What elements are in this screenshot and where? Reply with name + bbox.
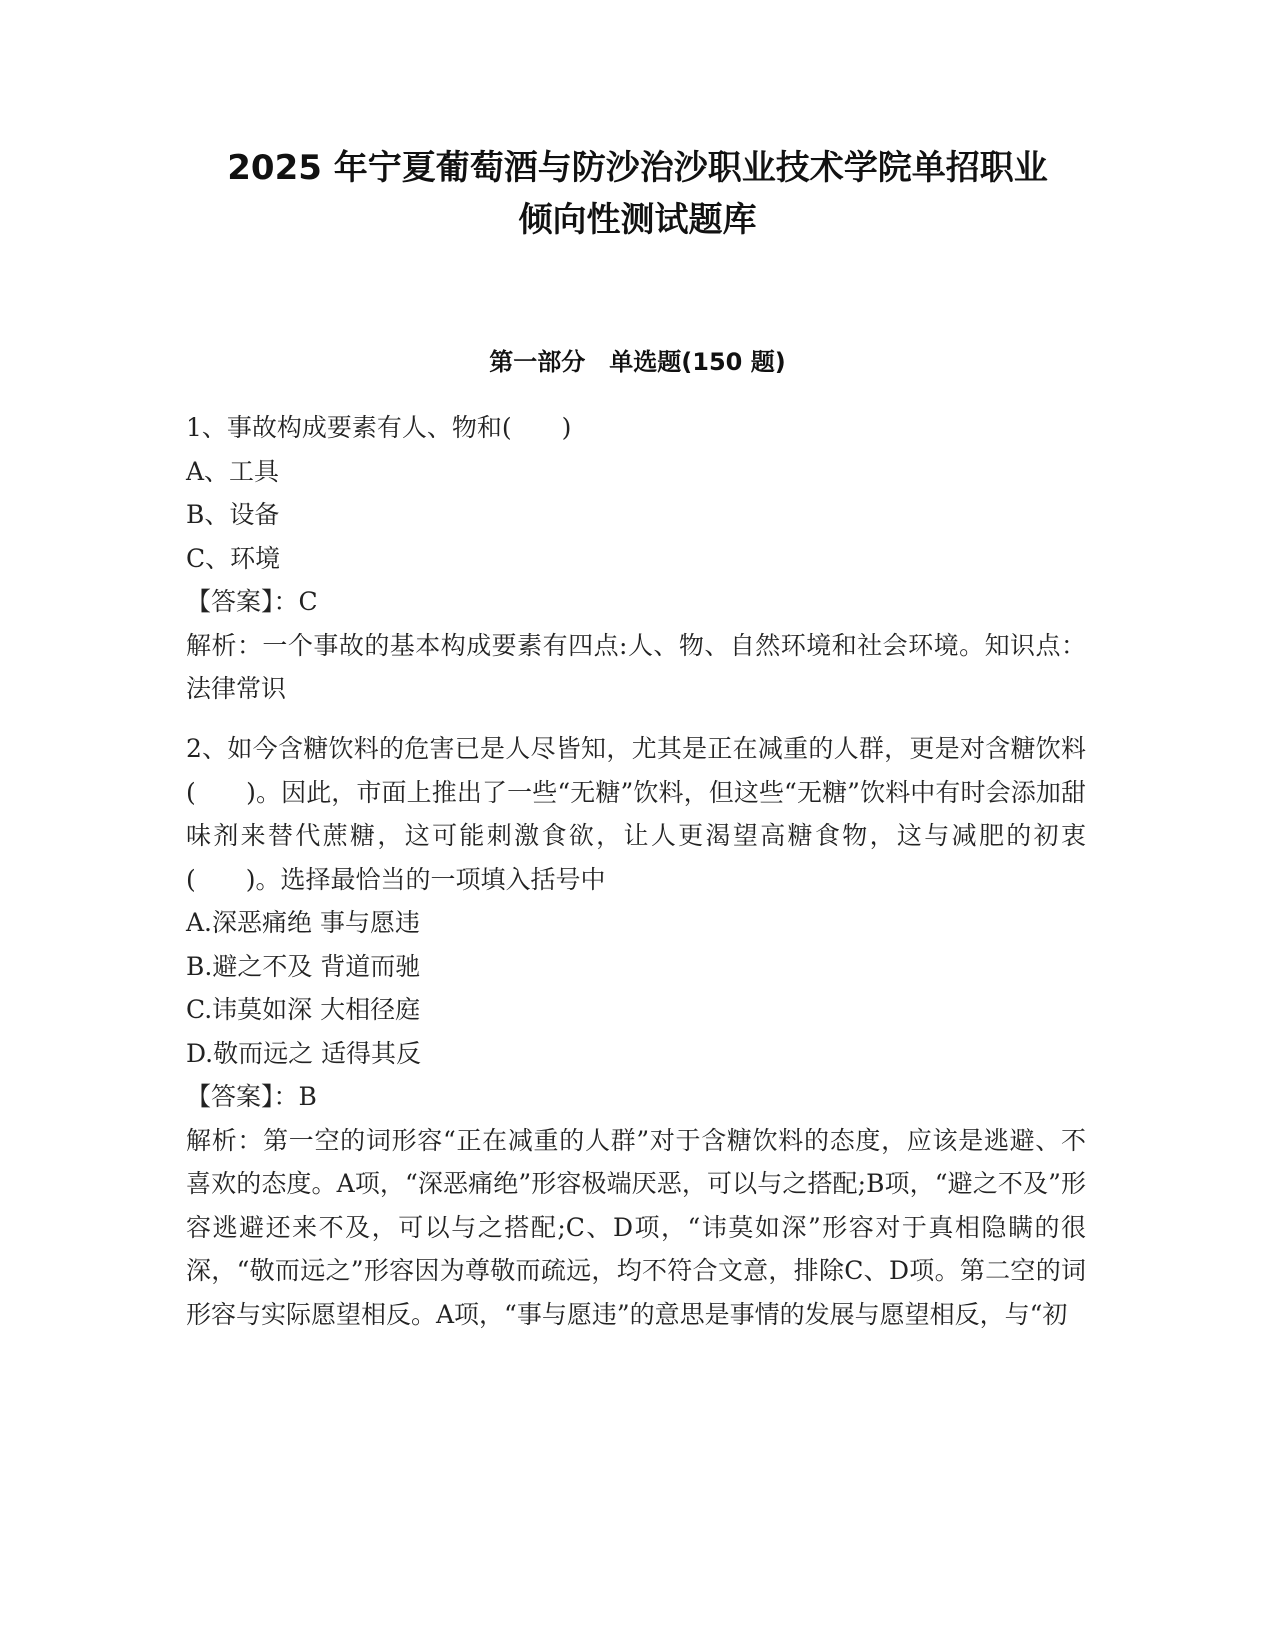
answer-line xyxy=(186,580,1086,624)
option-a: A.深恶痛绝 事与愿违 xyxy=(186,908,420,937)
analysis-text: 解析：一个事故的基本构成要素有四点:人、物、自然环境和社会环境。知识点：法律常识 xyxy=(186,630,1086,703)
document-title xyxy=(0,142,1275,246)
title-line-2: 倾向性测试题库 xyxy=(518,200,757,240)
answer-value: B xyxy=(298,1082,317,1111)
option-c: C.讳莫如深 大相径庭 xyxy=(186,995,421,1024)
answer-line xyxy=(186,1075,1086,1119)
analysis-text: 解析：第一空的词形容“正在减重的人群”对于含糖饮料的态度，应该是逃避、不喜欢的态度。A项，“深恶痛绝”形容极端厌恶，可以与之搭配;B项，“避之不及”形容逃避还来不及，可以与之搭配;C、D项，“讳莫如深”形容对于真相隐瞒的很深，“敬而远之”形容因为尊敬而疏远，均不符合文意，排除C、D项。第二空的词形容与实际愿望相反。A项，“事与愿违”的意思是事情的发展与愿望相反，与“初 xyxy=(186,1125,1086,1329)
option-d: D.敬而远之 适得其反 xyxy=(186,1038,422,1068)
answer-label: 【答案】： xyxy=(186,1082,299,1111)
answer-value: C xyxy=(298,587,318,616)
option-c: C、环境 xyxy=(186,543,281,573)
question-2 xyxy=(186,727,1086,1336)
section-heading: 第一部分 单选题(150 题) xyxy=(489,348,786,376)
option-a: A、工具 xyxy=(186,456,280,486)
option-b: B、设备 xyxy=(186,500,280,529)
question-stem: 1、事故构成要素有人、物和( ) xyxy=(186,413,572,442)
answer-label: 【答案】： xyxy=(186,587,299,616)
question-stem: 2、如今含糖饮料的危害已是人尽皆知，尤其是正在减重的人群，更是对含糖饮料( )。因此，市面上推出了一些“无糖”饮料，但这些“无糖”饮料中有时会添加甜味剂来替代蔗糖，这可能刺激食欲，让人更渴望高糖食物，这与减肥的初衷( )。选择最恰当的一项填入括号中 xyxy=(186,734,1086,894)
question-1 xyxy=(186,406,1086,711)
option-b: B.避之不及 背道而驰 xyxy=(186,951,421,981)
title-line-1: 2025 年宁夏葡萄酒与防沙治沙职业技术学院单招职业 xyxy=(227,148,1048,188)
